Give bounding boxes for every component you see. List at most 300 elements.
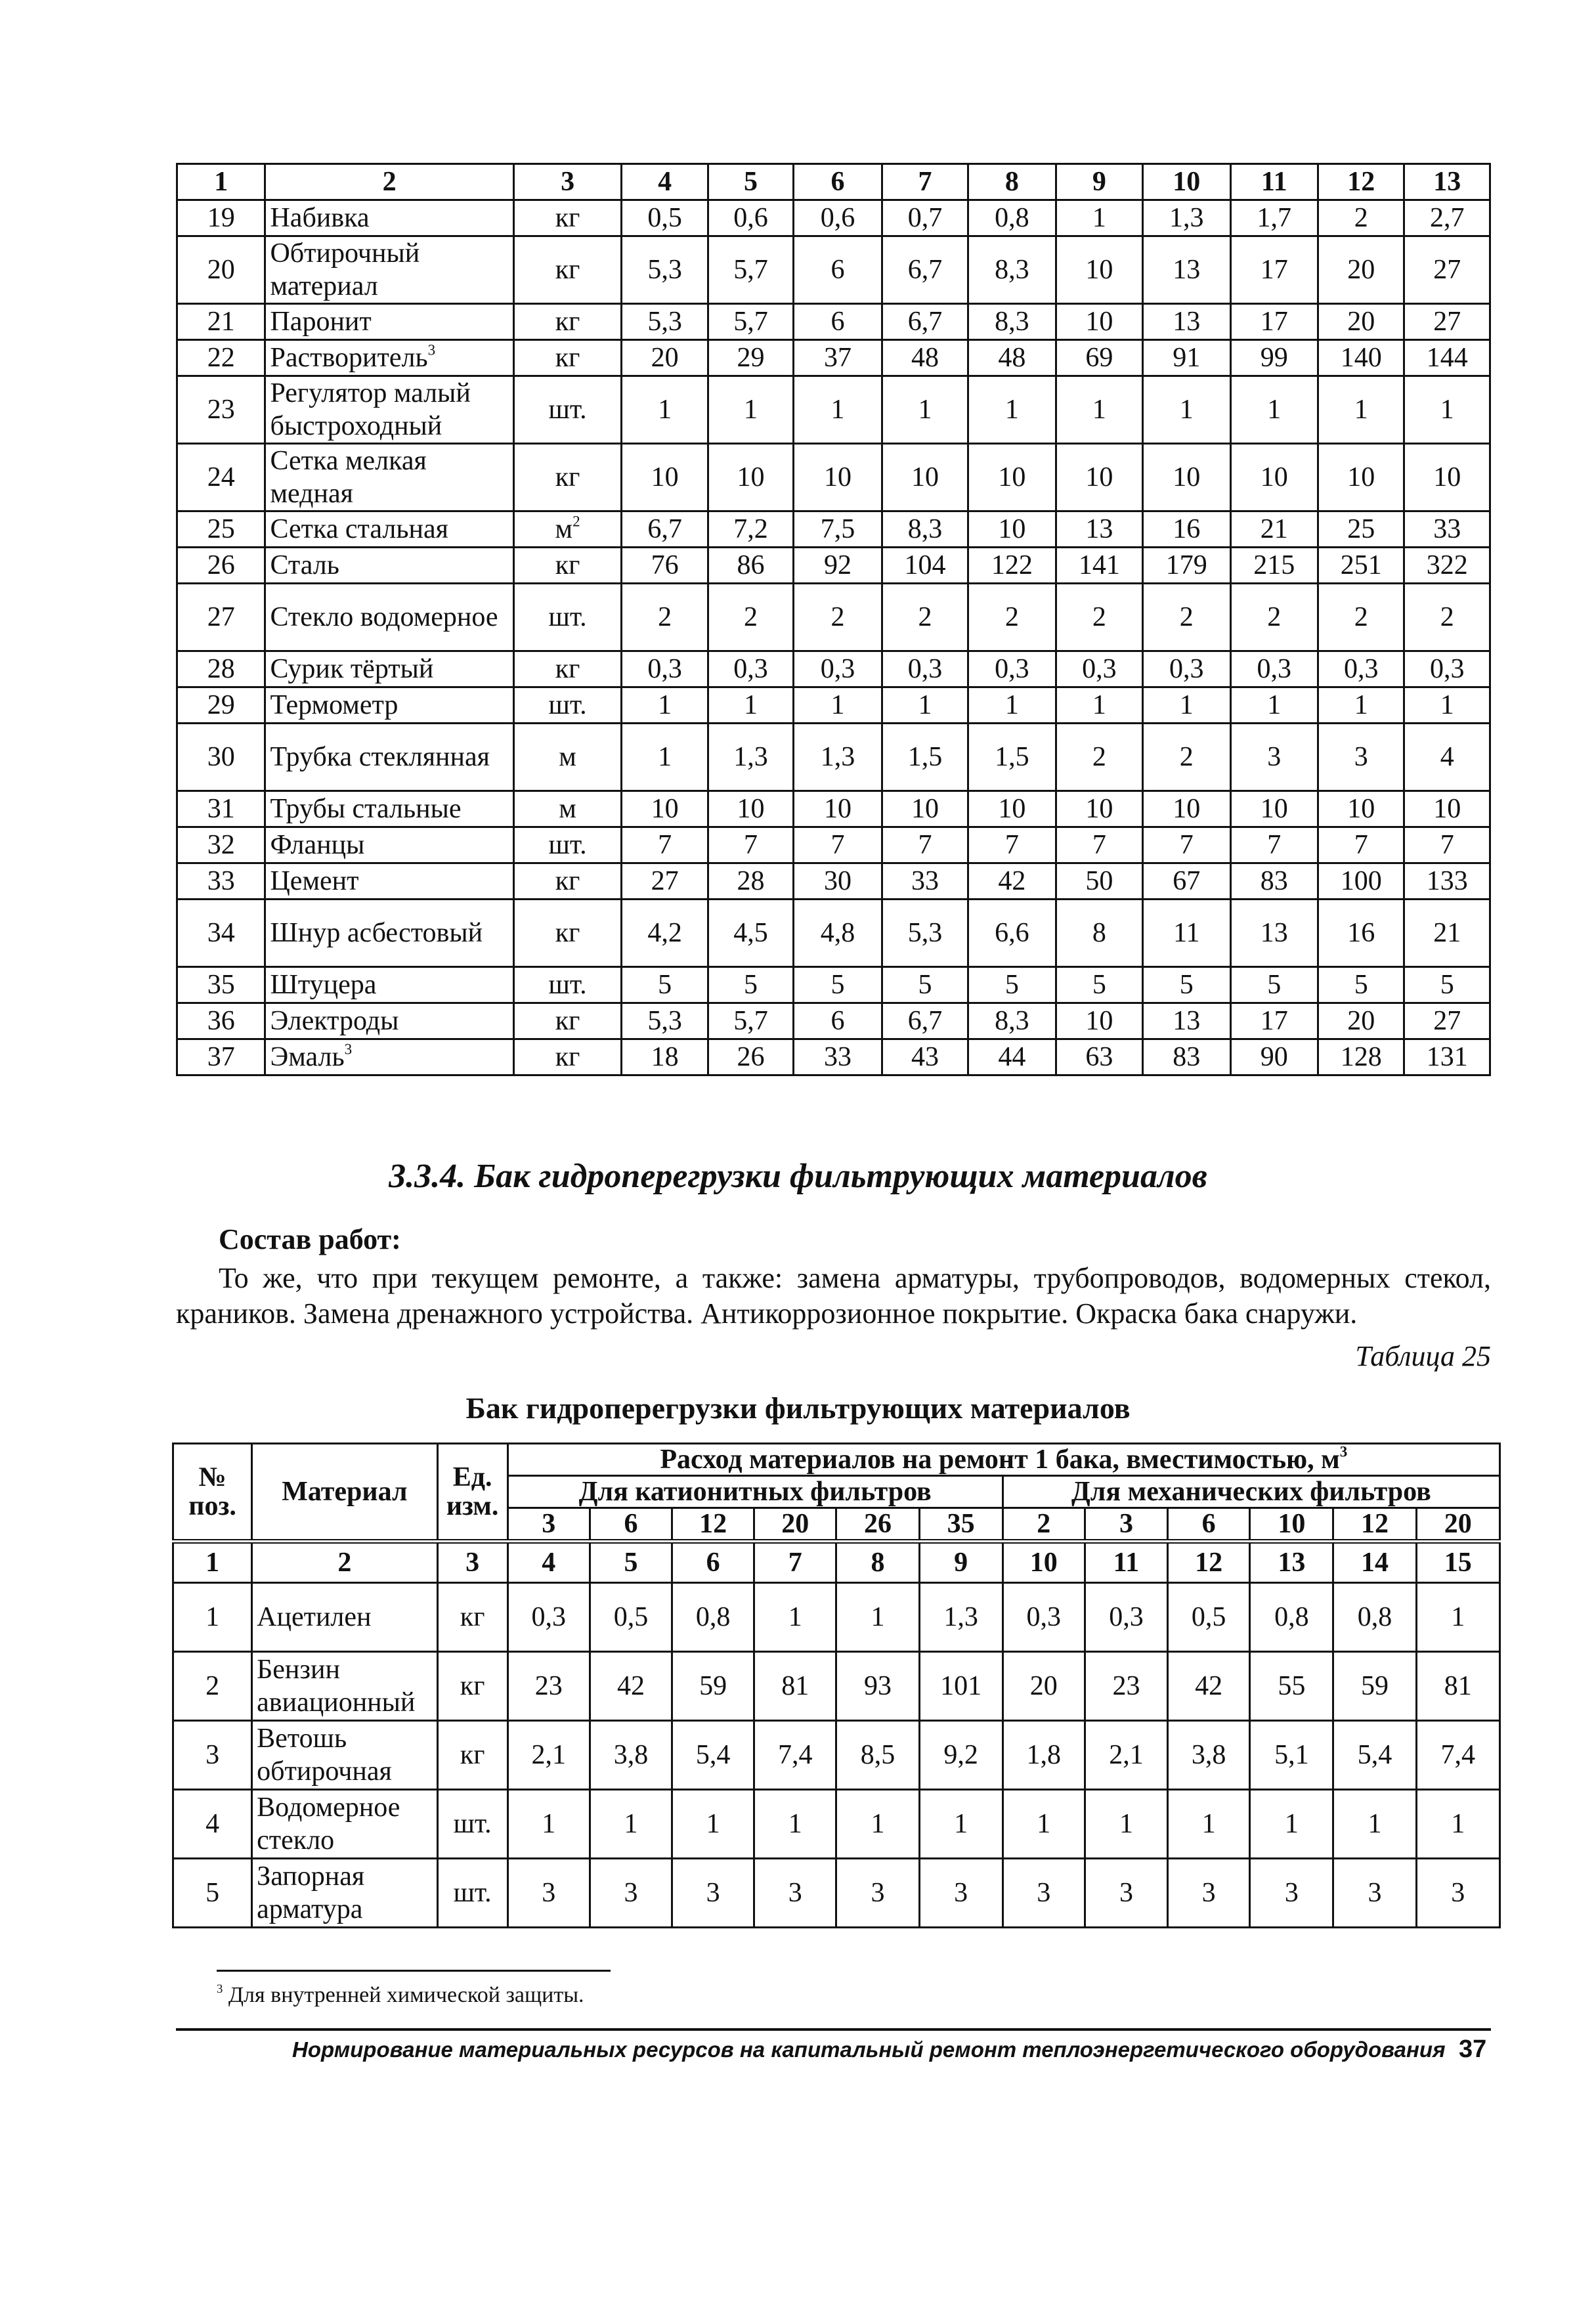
value-cell: 91 [1143, 340, 1230, 376]
value-cell: 0,5 [590, 1583, 672, 1652]
value-cell: 63 [1056, 1039, 1142, 1075]
value-cell: 86 [708, 548, 793, 584]
value-cell: 11 [1143, 900, 1230, 967]
value-cell: 0,5 [622, 200, 708, 236]
value-cell: 7 [708, 827, 793, 863]
unit-text: кг [555, 654, 580, 684]
value-cell: 17 [1230, 236, 1318, 304]
unit-text: м [559, 742, 576, 772]
material-name-text: Набивка [270, 203, 370, 233]
value-cell: 3,8 [590, 1721, 672, 1790]
row-number: 4 [173, 1790, 252, 1859]
table-25-row [173, 1583, 1500, 1652]
row-number: 23 [177, 376, 265, 444]
value-cell: 10 [882, 444, 968, 511]
value-cell: 92 [794, 548, 882, 584]
value-cell: 5 [1318, 967, 1404, 1003]
material-name-text: Цемент [270, 866, 359, 896]
row-number: 28 [177, 651, 265, 687]
unit-cell [513, 827, 622, 863]
value-cell: 5,4 [672, 1721, 754, 1790]
value-cell: 251 [1318, 548, 1404, 584]
row-number: 29 [177, 687, 265, 724]
value-cell: 10 [1404, 791, 1490, 827]
column-number-cell: 5 [590, 1542, 672, 1583]
material-name-text: Эмаль [270, 1042, 345, 1072]
table-row [177, 651, 1490, 687]
value-cell: 27 [1404, 236, 1490, 304]
value-cell: 6 [794, 236, 882, 304]
value-cell: 2,1 [1085, 1721, 1167, 1790]
value-cell: 13 [1143, 1003, 1230, 1039]
consumption-header [507, 1444, 1499, 1476]
header-cell: 13 [1404, 164, 1490, 200]
material-name-text: Электроды [270, 1006, 399, 1036]
value-cell: 2 [968, 584, 1056, 651]
material-name: Ветошь обтирочная [252, 1721, 437, 1790]
volume-cell: 6 [590, 1508, 672, 1542]
value-cell: 1 [968, 687, 1056, 724]
row-number: 2 [173, 1652, 252, 1721]
value-cell: 20 [1318, 1003, 1404, 1039]
table-25-row [173, 1859, 1500, 1928]
value-cell: 1 [1318, 376, 1404, 444]
table-row [177, 511, 1490, 548]
value-cell: 0,8 [672, 1583, 754, 1652]
value-cell: 3 [507, 1859, 590, 1928]
material-name-text: Трубка стеклянная [270, 742, 490, 772]
row-number: 30 [177, 724, 265, 791]
value-cell: 5 [708, 967, 793, 1003]
value-cell: 0,3 [622, 651, 708, 687]
value-cell: 5,7 [708, 304, 793, 340]
value-cell: 0,8 [1250, 1583, 1333, 1652]
material-name [265, 340, 513, 376]
value-cell: 0,3 [1230, 651, 1318, 687]
unit-cell [513, 548, 622, 584]
unit-text: кг [555, 343, 580, 373]
unit-cell [513, 584, 622, 651]
value-cell: 128 [1318, 1039, 1404, 1075]
value-cell: 20 [1318, 304, 1404, 340]
value-cell: 133 [1404, 863, 1490, 900]
unit-cell: шт. [437, 1859, 507, 1928]
value-cell: 33 [1404, 511, 1490, 548]
value-cell: 16 [1318, 900, 1404, 967]
value-cell: 48 [968, 340, 1056, 376]
unit-cell [513, 724, 622, 791]
material-name: Водомерное стекло [252, 1790, 437, 1859]
value-cell: 6 [794, 304, 882, 340]
unit-cell [513, 376, 622, 444]
value-cell: 3 [1250, 1859, 1333, 1928]
material-name [265, 548, 513, 584]
value-cell: 1,8 [1003, 1721, 1085, 1790]
footnote-ref: 3 [344, 1040, 353, 1058]
header-cell: 4 [622, 164, 708, 200]
material-name [265, 900, 513, 967]
material-name: Запорная арматура [252, 1859, 437, 1928]
value-cell: 1 [794, 376, 882, 444]
value-cell: 1 [590, 1790, 672, 1859]
value-cell: 3 [1333, 1859, 1416, 1928]
consumption-header-text: Расход материалов на ремонт 1 бака, вместимостью, м [660, 1444, 1340, 1475]
header-cell: 11 [1230, 164, 1318, 200]
value-cell: 17 [1230, 1003, 1318, 1039]
material-name-text: Сталь [270, 550, 339, 580]
header-cell: 10 [1143, 164, 1230, 200]
unit-text: кг [555, 255, 580, 285]
value-cell: 1 [672, 1790, 754, 1859]
unit-cell: кг [437, 1583, 507, 1652]
row-number: 5 [173, 1859, 252, 1928]
unit-cell [513, 444, 622, 511]
value-cell: 1 [622, 724, 708, 791]
header-cell: 8 [968, 164, 1056, 200]
material-name [265, 376, 513, 444]
table-row [177, 200, 1490, 236]
value-cell: 10 [1143, 444, 1230, 511]
value-cell: 7,5 [794, 511, 882, 548]
row-number: 24 [177, 444, 265, 511]
material-name [265, 584, 513, 651]
header-cell: 7 [882, 164, 968, 200]
value-cell: 0,3 [1003, 1583, 1085, 1652]
column-number-cell: 4 [507, 1542, 590, 1583]
unit-cell [513, 900, 622, 967]
value-cell: 2,1 [507, 1721, 590, 1790]
unit-text: шт. [548, 690, 587, 720]
value-cell: 7 [622, 827, 708, 863]
value-cell: 7 [1056, 827, 1142, 863]
unit-text: кг [555, 203, 580, 233]
value-cell: 1 [1250, 1790, 1333, 1859]
value-cell: 2 [794, 584, 882, 651]
table-25 [172, 1443, 1501, 1928]
value-cell: 3 [1318, 724, 1404, 791]
footer-rule [176, 2028, 1491, 2031]
value-cell: 2 [1056, 724, 1142, 791]
table-row [177, 791, 1490, 827]
material-name [265, 863, 513, 900]
value-cell: 17 [1230, 304, 1318, 340]
material-name-text: Растворитель [270, 343, 428, 373]
unit-text: шт. [548, 602, 587, 632]
table-25-row [173, 1721, 1500, 1790]
column-number-cell: 9 [919, 1542, 1003, 1583]
row-number: 1 [173, 1583, 252, 1652]
value-cell: 8,3 [968, 1003, 1056, 1039]
unit-cell [513, 791, 622, 827]
value-cell: 10 [622, 444, 708, 511]
value-cell: 1 [1056, 687, 1142, 724]
value-cell: 1,3 [1143, 200, 1230, 236]
unit-text: кг [555, 866, 580, 896]
material-name-text: Обтирочный материал [270, 238, 420, 301]
value-cell: 2 [708, 584, 793, 651]
value-cell: 3,8 [1168, 1721, 1250, 1790]
row-number: 32 [177, 827, 265, 863]
value-cell: 8 [1056, 900, 1142, 967]
volume-cell: 3 [507, 1508, 590, 1542]
material-name [265, 724, 513, 791]
value-cell: 3 [672, 1859, 754, 1928]
value-cell: 37 [794, 340, 882, 376]
row-number: 33 [177, 863, 265, 900]
material-name-text: Сурик тёртый [270, 654, 434, 684]
value-cell: 59 [672, 1652, 754, 1721]
unit-text: м [559, 794, 576, 824]
column-number-cell: 12 [1168, 1542, 1250, 1583]
value-cell: 2 [1230, 584, 1318, 651]
unit-text: кг [555, 307, 580, 337]
material-name-text: Регулятор малый быстроходный [270, 378, 471, 441]
column-number-cell: 10 [1003, 1542, 1085, 1583]
value-cell: 23 [1085, 1652, 1167, 1721]
value-cell: 322 [1404, 548, 1490, 584]
value-cell: 8,3 [968, 304, 1056, 340]
value-cell: 3 [1416, 1859, 1499, 1928]
value-cell: 76 [622, 548, 708, 584]
column-number-cell: 2 [252, 1542, 437, 1583]
row-number: 22 [177, 340, 265, 376]
consumption-header-sup: 3 [1339, 1443, 1348, 1460]
table-row [177, 584, 1490, 651]
value-cell: 81 [754, 1652, 836, 1721]
material-name-text: Термометр [270, 690, 399, 720]
value-cell: 5,7 [708, 1003, 793, 1039]
value-cell: 144 [1404, 340, 1490, 376]
value-cell: 10 [708, 791, 793, 827]
value-cell: 10 [1056, 791, 1142, 827]
value-cell: 0,3 [794, 651, 882, 687]
value-cell: 10 [1056, 444, 1142, 511]
value-cell: 1 [754, 1583, 836, 1652]
value-cell: 7 [882, 827, 968, 863]
value-cell: 0,5 [1168, 1583, 1250, 1652]
value-cell: 13 [1056, 511, 1142, 548]
value-cell: 10 [794, 444, 882, 511]
value-cell: 7 [1318, 827, 1404, 863]
value-cell: 29 [708, 340, 793, 376]
header-cell: 2 [265, 164, 513, 200]
value-cell: 131 [1404, 1039, 1490, 1075]
value-cell: 1 [622, 376, 708, 444]
value-cell: 69 [1056, 340, 1142, 376]
footnote-mark: 3 [217, 1982, 223, 1996]
value-cell: 100 [1318, 863, 1404, 900]
footnote [217, 1983, 584, 2008]
value-cell: 5,3 [622, 1003, 708, 1039]
volume-cell: 20 [1416, 1508, 1499, 1542]
mechanical-filters-header: Для механических фильтров [1003, 1476, 1499, 1508]
value-cell: 0,3 [1404, 651, 1490, 687]
value-cell: 0,3 [882, 651, 968, 687]
footnote-ref: 3 [427, 341, 436, 358]
value-cell: 6 [794, 1003, 882, 1039]
unit-text: шт. [548, 970, 587, 1000]
value-cell: 0,8 [1333, 1583, 1416, 1652]
unit-cell [513, 651, 622, 687]
value-cell: 25 [1318, 511, 1404, 548]
work-composition-heading: Состав работ: [219, 1223, 401, 1255]
value-cell: 4,2 [622, 900, 708, 967]
unit-cell: шт. [437, 1790, 507, 1859]
column-number-cell: 11 [1085, 1542, 1167, 1583]
unit-text: кг [555, 1006, 580, 1036]
value-cell: 30 [794, 863, 882, 900]
value-cell: 0,3 [708, 651, 793, 687]
value-cell: 5,1 [1250, 1721, 1333, 1790]
value-cell: 26 [708, 1039, 793, 1075]
header-cell: 9 [1056, 164, 1142, 200]
column-number-cell: 15 [1416, 1542, 1499, 1583]
value-cell: 21 [1230, 511, 1318, 548]
column-number-cell: 1 [173, 1542, 252, 1583]
value-cell: 1 [836, 1790, 919, 1859]
section-title: 3.3.4. Бак гидроперегрузки фильтрующих материалов [389, 1158, 1207, 1195]
value-cell: 1 [882, 376, 968, 444]
value-cell: 18 [622, 1039, 708, 1075]
value-cell: 2 [622, 584, 708, 651]
value-cell: 1 [1416, 1583, 1499, 1652]
value-cell: 1 [1318, 687, 1404, 724]
row-number: 27 [177, 584, 265, 651]
value-cell: 8,3 [968, 236, 1056, 304]
value-cell: 2 [1318, 584, 1404, 651]
value-cell: 0,7 [882, 200, 968, 236]
value-cell: 44 [968, 1039, 1056, 1075]
value-cell: 3 [919, 1859, 1003, 1928]
value-cell: 1,5 [968, 724, 1056, 791]
row-number: 35 [177, 967, 265, 1003]
value-cell: 7 [1404, 827, 1490, 863]
value-cell: 5,7 [708, 236, 793, 304]
value-cell: 3 [590, 1859, 672, 1928]
table-row [177, 340, 1490, 376]
value-cell: 5 [794, 967, 882, 1003]
volume-cell: 20 [754, 1508, 836, 1542]
value-cell: 13 [1143, 304, 1230, 340]
value-cell: 3 [1168, 1859, 1250, 1928]
value-cell: 1 [708, 687, 793, 724]
value-cell: 10 [1143, 791, 1230, 827]
unit-text: кг [555, 1042, 580, 1072]
material-name [265, 200, 513, 236]
value-cell: 1 [794, 687, 882, 724]
value-cell: 5 [622, 967, 708, 1003]
row-number: 37 [177, 1039, 265, 1075]
value-cell: 9,2 [919, 1721, 1003, 1790]
value-cell: 10 [1056, 236, 1142, 304]
table-number: Таблица 25 [1355, 1340, 1491, 1372]
value-cell: 1,3 [794, 724, 882, 791]
value-cell: 5 [1143, 967, 1230, 1003]
row-number: 19 [177, 200, 265, 236]
value-cell: 42 [968, 863, 1056, 900]
value-cell: 179 [1143, 548, 1230, 584]
material-name [265, 651, 513, 687]
table-row [177, 304, 1490, 340]
value-cell: 1 [1333, 1790, 1416, 1859]
value-cell: 10 [1230, 444, 1318, 511]
value-cell: 2 [1143, 584, 1230, 651]
column-number-cell: 14 [1333, 1542, 1416, 1583]
row-number: 36 [177, 1003, 265, 1039]
value-cell: 1 [1416, 1790, 1499, 1859]
value-cell: 59 [1333, 1652, 1416, 1721]
value-cell: 0,8 [968, 200, 1056, 236]
materials-table-continued [176, 163, 1491, 1076]
value-cell: 33 [882, 863, 968, 900]
value-cell: 93 [836, 1652, 919, 1721]
row-number: 20 [177, 236, 265, 304]
value-cell: 1 [1404, 687, 1490, 724]
value-cell: 1 [1085, 1790, 1167, 1859]
row-number: 3 [173, 1721, 252, 1790]
value-cell: 4 [1404, 724, 1490, 791]
table-row [177, 376, 1490, 444]
value-cell: 7,4 [1416, 1721, 1499, 1790]
value-cell: 1 [1056, 376, 1142, 444]
value-cell: 2 [1318, 200, 1404, 236]
material-name [265, 236, 513, 304]
value-cell: 13 [1143, 236, 1230, 304]
unit-cell: кг [437, 1721, 507, 1790]
value-cell: 23 [507, 1652, 590, 1721]
value-cell: 43 [882, 1039, 968, 1075]
value-cell: 5 [968, 967, 1056, 1003]
value-cell: 1 [919, 1790, 1003, 1859]
material-name-text: Трубы стальные [270, 794, 462, 824]
value-cell: 10 [1318, 791, 1404, 827]
table-row [177, 967, 1490, 1003]
value-cell: 0,3 [1143, 651, 1230, 687]
table-25-row [173, 1790, 1500, 1859]
material-name: Бензин авиационный [252, 1652, 437, 1721]
row-number: 26 [177, 548, 265, 584]
material-name [265, 304, 513, 340]
header-cell: 6 [794, 164, 882, 200]
value-cell: 1 [708, 376, 793, 444]
value-cell: 7 [1143, 827, 1230, 863]
value-cell: 5,4 [1333, 1721, 1416, 1790]
value-cell: 1 [1056, 200, 1142, 236]
table-25-row [173, 1652, 1500, 1721]
value-cell: 55 [1250, 1652, 1333, 1721]
table-row [177, 900, 1490, 967]
volume-cell: 35 [919, 1508, 1003, 1542]
unit-cell [513, 1039, 622, 1075]
unit-text: кг [555, 550, 580, 580]
table-header-row [177, 164, 1490, 200]
value-cell: 2 [882, 584, 968, 651]
column-number-cell: 8 [836, 1542, 919, 1583]
value-cell: 7 [968, 827, 1056, 863]
value-cell: 48 [882, 340, 968, 376]
value-cell: 7 [1230, 827, 1318, 863]
column-number-cell: 7 [754, 1542, 836, 1583]
volume-cell: 12 [672, 1508, 754, 1542]
value-cell: 1 [1143, 376, 1230, 444]
value-cell: 13 [1230, 900, 1318, 967]
value-cell: 122 [968, 548, 1056, 584]
value-cell: 8,5 [836, 1721, 919, 1790]
value-cell: 3 [1230, 724, 1318, 791]
unit-cell [513, 340, 622, 376]
value-cell: 83 [1230, 863, 1318, 900]
value-cell: 1 [836, 1583, 919, 1652]
